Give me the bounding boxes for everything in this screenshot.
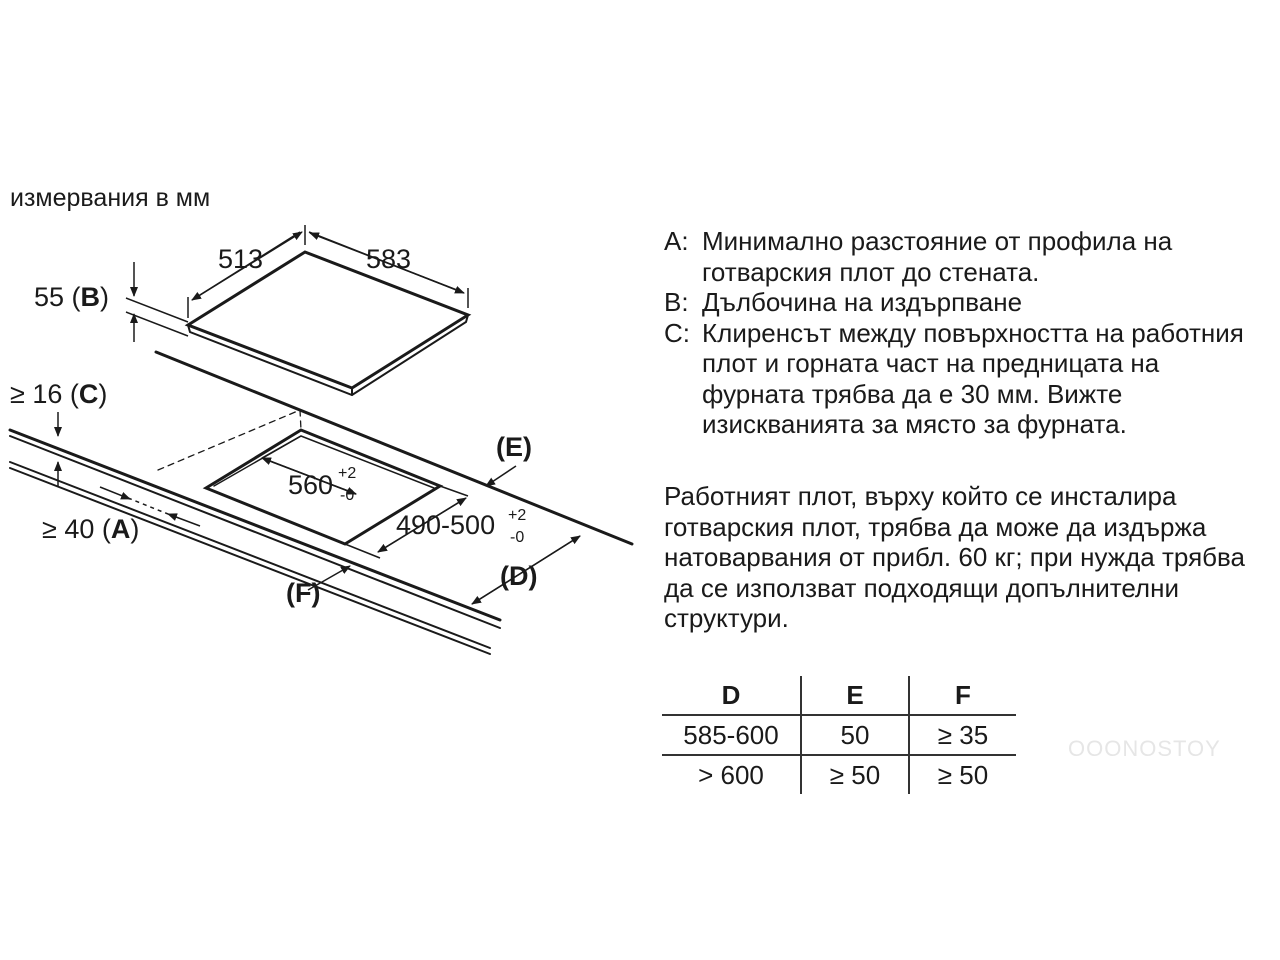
table-header-e: E: [801, 676, 909, 715]
legend-text: Дълбочина на издърпване: [702, 287, 1023, 317]
legend-key: B:: [664, 287, 689, 317]
dim-583-label: 583: [366, 244, 412, 274]
legend-key: C:: [664, 317, 690, 348]
dim-513-label: 513: [218, 244, 264, 274]
label-d: (D): [500, 561, 538, 591]
table-header-f: F: [909, 676, 1016, 715]
dim-490-tolerance-plus: +2: [508, 507, 527, 524]
legend: [664, 226, 1264, 440]
dim-40-a-label: ≥ 40 (A): [42, 514, 140, 544]
table-cell: ≥ 50: [801, 755, 909, 794]
dim-560-tolerance-plus: +2: [338, 465, 357, 482]
table-header-d: D: [662, 676, 801, 715]
legend-item-a: [664, 226, 1264, 287]
table-cell: ≥ 50: [909, 755, 1016, 794]
dim-490-500-label: 490-500: [396, 510, 496, 540]
legend-item-b: [664, 287, 1264, 318]
label-e: (E): [496, 432, 532, 462]
dim-16-c-label: ≥ 16 (C): [10, 379, 108, 409]
dim-490-tolerance-minus: -0: [510, 529, 525, 546]
units-label: измервания в мм: [10, 184, 211, 212]
table-header-row: [662, 676, 1016, 715]
load-note-paragraph: Работният плот, върху който се инсталира готварския плот, трябва да може да издържа натоварвания от прибл. 60 кг; при нужда трябва да се използват подходящи допълнителни структури.: [664, 481, 1246, 633]
label-f: (F): [286, 578, 321, 608]
legend-key: A:: [664, 226, 689, 256]
legend-text: Клиренсът между повърхността на работния плот и горната част на предницата на фурната трябва да е 30 мм. Вижте изискванията за място за фурната.: [702, 317, 1244, 439]
table-cell: > 600: [698, 759, 764, 790]
watermark: OOONOSTOY: [1068, 736, 1221, 761]
clearance-table: [662, 676, 1016, 794]
table-row: [662, 755, 1016, 794]
dim-560-label: 560: [288, 470, 334, 500]
legend-text: Минимално разстояние от профила на готварския плот до стената.: [702, 226, 1173, 287]
table-row: [662, 715, 1016, 755]
table-cell: ≥ 35: [909, 715, 1016, 755]
table-cell: 50: [801, 715, 909, 755]
dim-560-tolerance-minus: -0: [340, 487, 355, 504]
table-cell: 585-600: [662, 715, 801, 755]
dim-55-b-label: 55 (B): [34, 282, 110, 312]
legend-item-c: [664, 318, 1264, 440]
